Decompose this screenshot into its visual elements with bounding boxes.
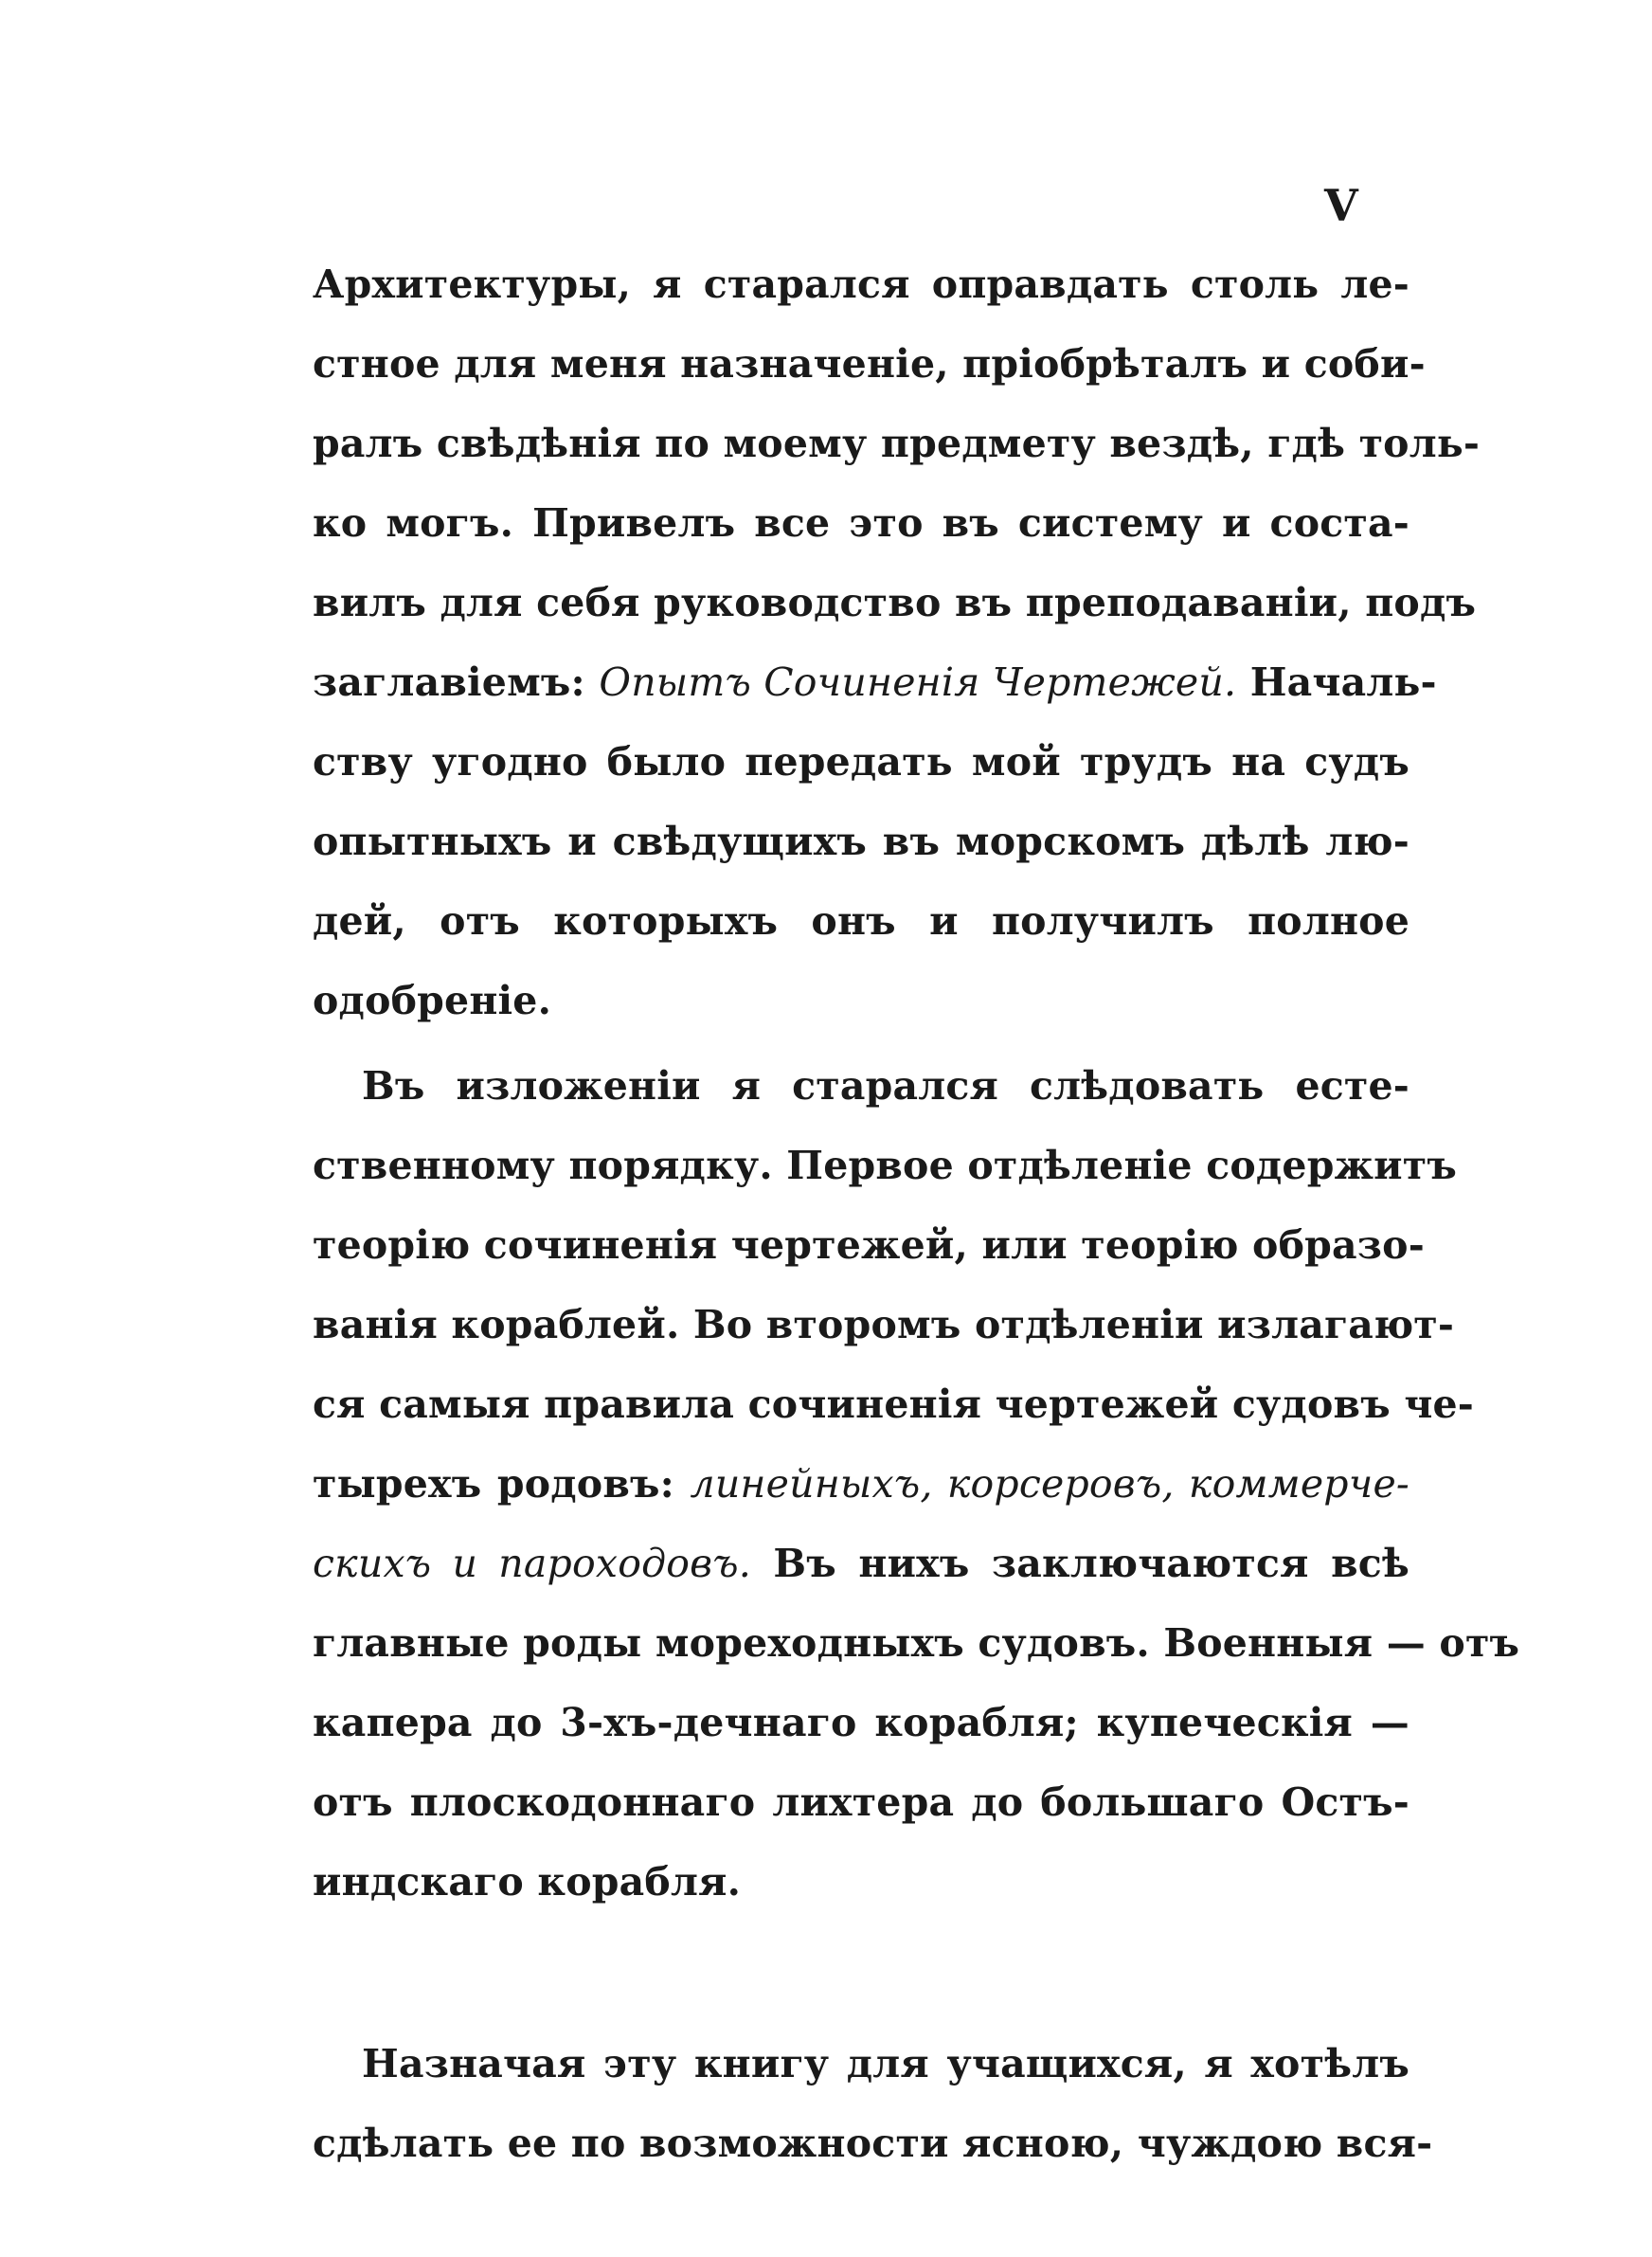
text-line: вилъ для себя руководство въ преподаваніи, подъ bbox=[313, 580, 1477, 625]
text-line: стное для меня назначеніе, пріобрѣталъ и соби- bbox=[313, 341, 1426, 387]
text-line bbox=[313, 1524, 1410, 1603]
page-number: V bbox=[1324, 180, 1358, 231]
paragraph-2 bbox=[313, 1046, 1520, 1922]
text-line: Архитектуры, я старался оправдать столь ле- bbox=[313, 262, 1410, 307]
text-line: ству угодно было передать мой трудъ на судъ bbox=[313, 739, 1410, 785]
book-title: Опытъ Сочиненія Чертежей. bbox=[599, 659, 1237, 705]
text-line: дей, отъ которыхъ онъ и получилъ полное bbox=[313, 898, 1410, 944]
text-segment: тырехъ родовъ: bbox=[313, 1461, 675, 1507]
text-line: ко могъ. Привелъ все это въ систему и соста- bbox=[313, 500, 1410, 546]
ship-types: линейныхъ, корсеровъ, коммерче- bbox=[690, 1461, 1410, 1507]
text-line: отъ плоскодоннаго лихтера до большаго Остъ- bbox=[313, 1779, 1410, 1825]
ship-types: скихъ и пароходовъ. bbox=[313, 1541, 751, 1586]
text-line: ралъ свѣдѣнія по моему предмету вездѣ, гдѣ толь- bbox=[313, 421, 1481, 466]
text-line: Назначая эту книгу для учащихся, я хотѣлъ bbox=[362, 2041, 1410, 2086]
text-line bbox=[313, 642, 1437, 722]
paragraph-3 bbox=[313, 2024, 1433, 2183]
text-line: ванія кораблей. Во второмъ отдѣленіи излагают- bbox=[313, 1302, 1455, 1347]
text-line: одобреніе. bbox=[313, 978, 552, 1023]
text-line: индскаго корабля. bbox=[313, 1859, 742, 1905]
text-segment: заглавіемъ: bbox=[313, 659, 585, 705]
text-segment: Началь- bbox=[1249, 659, 1437, 705]
text-line: ся самыя правила сочиненія чертежей судовъ че- bbox=[313, 1381, 1475, 1427]
paragraph-1 bbox=[313, 244, 1481, 1040]
text-line: капера до 3-хъ-дечнаго корабля; купеческія — bbox=[313, 1700, 1410, 1745]
text-line: ственному порядку. Первое отдѣленіе содержитъ bbox=[313, 1143, 1458, 1188]
text-line: сдѣлать ее по возможности ясною, чуждою вся- bbox=[313, 2121, 1433, 2166]
text-line: главные роды мореходныхъ судовъ. Военныя — отъ bbox=[313, 1620, 1520, 1666]
text-line: опытныхъ и свѣдущихъ въ морскомъ дѣлѣ лю- bbox=[313, 819, 1410, 864]
text-line: Въ изложеніи я старался слѣдовать есте- bbox=[362, 1063, 1410, 1109]
text-line bbox=[313, 1444, 1410, 1524]
text-line: теорію сочиненія чертежей, или теорію образо- bbox=[313, 1222, 1425, 1268]
text-segment: Въ нихъ заключаются всѣ bbox=[773, 1541, 1410, 1586]
